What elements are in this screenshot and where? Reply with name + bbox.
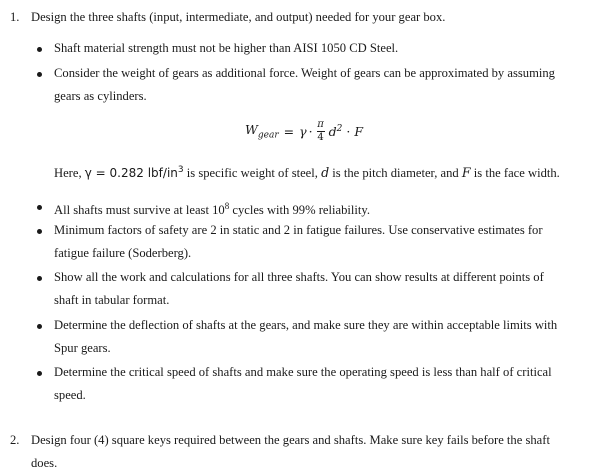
bullet-icon <box>37 371 42 376</box>
bullet-text-continued: shaft in tabular format. <box>54 293 170 307</box>
bullet-icon <box>37 229 42 234</box>
bullet-text: Consider the weight of gears as additional force. Weight of gears can be approximated by assuming <box>54 66 555 80</box>
bullet-text: Determine the deflection of shafts at the gears, and make sure they are within acceptable limits with <box>54 318 558 332</box>
bullet-icon <box>37 47 42 52</box>
pi-over-four-fraction: $\frac{\pi}{4}$ <box>317 119 324 143</box>
bullet-text: Minimum factors of safety are 2 in static and 2 in fatigue failures. Use conservative estimates for <box>54 223 543 237</box>
gear-weight-equation: $W_{gear}$ = γ · $\frac{\pi}{4}$ $d^2$ · F <box>245 119 363 143</box>
bullet-text: Show all the work and calculations for all three shafts. You can show results at different points of <box>54 270 544 284</box>
item-heading: Design four (4) square keys required between the gears and shafts. Make sure key fails before the shaft <box>31 433 550 447</box>
item-number: 1. <box>10 10 20 24</box>
bullet-text: All shafts must survive at least $10^8$ cycles with 99% reliability. <box>54 201 371 218</box>
bullet-text-continued: Spur gears. <box>54 341 111 355</box>
specific-weight-note: Here, γ = 0.282 lbf/$in^3$ is specific weight of steel, d is the pitch diameter, and F is the face width. <box>54 165 560 181</box>
bullet-icon <box>37 205 42 210</box>
bullet-icon <box>37 72 42 77</box>
bullet-icon <box>37 276 42 281</box>
item-heading: Design the three shafts (input, intermediate, and output) needed for your gear box. <box>31 10 446 24</box>
bullet-text-continued: gears as cylinders. <box>54 89 147 103</box>
bullet-text-continued: fatigue failure (Soderberg). <box>54 246 192 260</box>
item-heading-continued: does. <box>31 456 58 470</box>
bullet-icon <box>37 324 42 329</box>
item-number: 2. <box>10 433 20 447</box>
bullet-text: Shaft material strength must not be higher than AISI 1050 CD Steel. <box>54 41 399 55</box>
bullet-text-continued: speed. <box>54 388 86 402</box>
bullet-text: Determine the critical speed of shafts and make sure the operating speed is less than half of critical <box>54 365 552 379</box>
